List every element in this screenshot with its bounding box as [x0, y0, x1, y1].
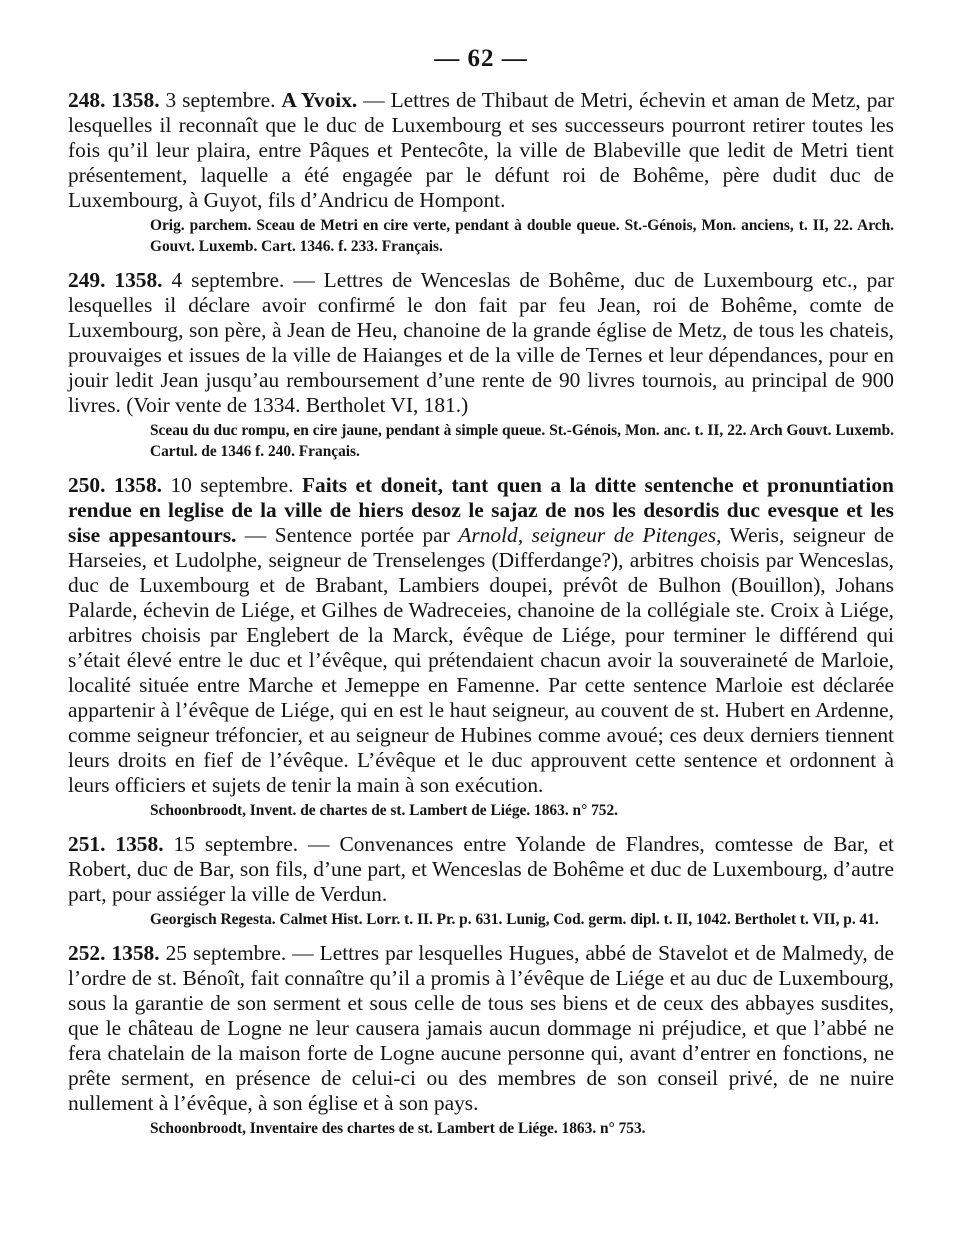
entry-quoted-text: Faits et doneit, tant quen a la ditte sentenche et pronuntiation rendue en leglise de la ville de hiers desoz le sajaz de nos les desordis duc evesque et les sise appesantours. [68, 473, 894, 547]
entry-number: 250. [68, 473, 106, 497]
entry-date: 15 septembre. [173, 832, 299, 856]
entry-text: — Sentence portée par [236, 523, 459, 547]
entry-date: 3 septembre. [165, 88, 276, 112]
entry-251 [68, 832, 894, 907]
entry-year: 1358. [115, 832, 164, 856]
entry-252 [68, 941, 894, 1116]
entry-place: A Yvoix. [281, 88, 358, 112]
entry-text: — Lettres de Wenceslas de Bohême, duc de Luxembourg etc., par lesquelles il déclare avoir confirmé le don fait par feu Jean, roi de Bohême, comte de Luxembourg, son père, à Jean de Heu, chanoine de la grande église de Metz, de tous les chateis, prouvaiges et issues de la ville de Haianges et de la ville de Ternes et leur dépendances, pour en jouir ledit Jean jusqu’au remboursement d’une rente de 90 livres tournois, au principal de 900 livres. (Voir vente de 1334. Bertholet VI, 181.) [68, 268, 894, 417]
entry-source: Georgisch Regesta. Calmet Hist. Lorr. t. II. Pr. p. 631. Lunig, Cod. germ. dipl. t. II, 1042. Bertholet t. VII, p. 41. [150, 911, 879, 928]
entry-source: Orig. parchem. Sceau de Metri en cire verte, pendant à double queue. St.-Génois, Mon. anciens, t. II, 22. Arch. Gouvt. Luxemb. Cart. 1346. f. 233. Français. [150, 217, 894, 255]
entry-number: 251. [68, 832, 106, 856]
entry-text: , Weris, seigneur de Harseies, et Ludolphe, seigneur de Trenselenges (Differdange?), arbitres choisis par Wenceslas, duc de Luxembourg et de Brabant, Lambiers doupei, prévôt de Bulhon (Bouillon), Johans Palarde, échevin de Liége, et Gilhes de Wadreceies, chanoine de la collégiale ste. Croix à Liége, arbitres choisis par Englebert de la Marck, évêque de Liége, pour terminer le différend qui s’était élevé entre le duc et l’évêque, qui prétendaient chacun avoir la souveraineté de Marloie, localité située entre Marche et Jemeppe en Famenne. Par cette sentence Marloie est déclarée appartenir à l’évêque de Liége, qui en est le haut seigneur, au couvent de st. Hubert en Ardenne, comme seigneur tréfoncier, et au seigneur de Hubines comme avoué; ces deux derniers tiennent leurs droits en fief de l’évêque. L’évêque et le duc approuvent cette sentence et ordonnent à leurs officiers et sujets de tenir la main à son exécution. [68, 523, 895, 797]
entry-year: 1358. [113, 473, 163, 497]
page-number: — 62 — [434, 45, 528, 72]
entry-248 [68, 88, 894, 213]
entry-year: 1358. [111, 88, 160, 112]
entry-source: Schoonbroodt, Inventaire des chartes de st. Lambert de Liége. 1863. n° 753. [150, 1120, 646, 1137]
entry-number: 248. [68, 88, 106, 112]
entry-source: Schoonbroodt, Invent. de chartes de st. Lambert de Liége. 1863. n° 752. [150, 802, 619, 819]
entry-number: 249. [68, 268, 106, 292]
entry-250 [68, 473, 894, 798]
entry-source: Sceau du duc rompu, en cire jaune, pendant à simple queue. St.-Génois, Mon. anc. t. II, 22. Arch Gouvt. Luxemb. Cartul. de 1346 f. 240. Français. [150, 422, 894, 460]
entry-italic-name: Arnold, seigneur de Pitenges [458, 523, 717, 547]
entry-date: 4 septembre. [171, 268, 285, 292]
entry-number: 252. [68, 941, 106, 965]
entry-year: 1358. [114, 268, 163, 292]
entry-text: — Convenances entre Yolande de Flandres, comtesse de Bar, et Robert, duc de Bar, son fils, d’une part, et Wenceslas de Bohême et duc de Luxembourg, d’autre part, pour assiéger la ville de Verdun. [68, 832, 895, 906]
entry-date: 10 septembre. [170, 473, 294, 497]
entry-date: 25 septembre. [165, 941, 287, 965]
entry-year: 1358. [111, 941, 160, 965]
entry-249 [68, 268, 894, 418]
entry-text: — Lettres par lesquelles Hugues, abbé de Stavelot et de Malmedy, de l’ordre de st. Bénoît, fait connaître qu’il a promis à l’évêque de Liége et au duc de Luxembourg, sous la garantie de son serment et sous celle de tous ses biens et de ceux des abbayes susdites, que le château de Logne ne leur causera jamais aucun dommage ni préjudice, et que l’abbé ne fera chatelain de la maison forte de Logne aucune personne qui, avant d’entrer en fonctions, ne prête serment, en présence de celui-ci ou des membres de son conseil privé, de ne nuire nullement à l’évêque, à son église et à son pays. [68, 941, 894, 1115]
entry-text: — Lettres de Thibaut de Metri, échevin et aman de Metz, par lesquelles il reconnaît que le duc de Luxembourg et ses successeurs pourront retirer toutes les fois qu’il leur plaira, entre Pâques et Pentecôte, la ville de Blabeville que ledit de Metri tient présentement, laquelle a été engagée par le défunt roi de Bohême, père dudit duc de Luxembourg, à Guyot, fils d’Andricu de Hompont. [68, 88, 895, 212]
